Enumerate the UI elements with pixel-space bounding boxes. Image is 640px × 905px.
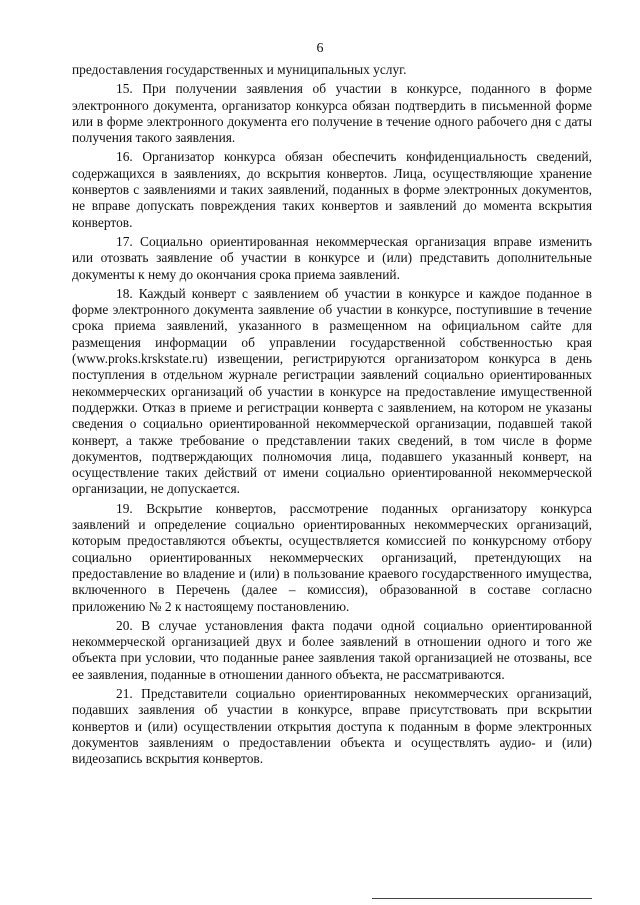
paragraph-15: 15. При получении заявления об участии в конкурсе, поданного в форме электронного документа, организатор конкурса обязан подтвердить в письменной форме или в форме электронного документа его получение в течение одного рабочего дня с даты получения такого заявления. <box>72 81 592 146</box>
paragraph-17: 17. Социально ориентированная некоммерческая организация вправе изменить или отозвать заявление об участии в конкурсе и (или) представить дополнительные документы к нему до окончания срока приема заявлений. <box>72 233 592 282</box>
page-number: 6 <box>316 41 324 56</box>
paragraph-19: 19. Вскрытие конвертов, рассмотрение поданных организатору конкурса заявлений и определение социально ориентированных некоммерческих организаций, которым предоставляются объекты, осуществляется комиссией по конкурсному отбору социально ориентированных некоммерческих организаций, претендующих на предоставление во владение и (или) в пользование краевого государственного имущества, включенного в Перечень (далее – комиссия), образованной в составе согласно приложению № 2 к настоящему постановлению. <box>72 500 592 614</box>
paragraph-21: 21. Представители социально ориентированных некоммерческих организаций, подавших заявления об участии в конкурсе, вправе присутствовать при вскрытии конвертов и (или) осуществлении открытия доступа к поданным в форме электронных документов заявлениям о предоставлении объекта и осуществлять аудио- и (или) видеозапись вскрытия конвертов. <box>72 685 592 767</box>
paragraph-20: 20. В случае установления факта подачи одной социально ориентированной некоммерческой организацией двух и более заявлений в отношении одного и того же объекта при условии, что поданные ранее заявления такой организацией не отозваны, все ее заявления, поданные в отношении данного объекта, не рассматриваются. <box>72 617 592 682</box>
document-body <box>72 62 592 770</box>
paragraph-continuation: предоставления государственных и муниципальных услуг. <box>72 62 407 77</box>
paragraph-16: 16. Организатор конкурса обязан обеспечить конфиденциальность сведений, содержащихся в заявлениях, до вскрытия конвертов. Лица, осуществляющие хранение конвертов с заявлениями и таких заявлений, поданных в форме электронных документов, не вправе допускать повреждения таких конвертов и заявлений до момента вскрытия конвертов. <box>72 149 592 230</box>
bottom-divider <box>372 898 592 899</box>
paragraph-18: 18. Каждый конверт с заявлением об участии в конкурсе и каждое поданное в форме электронного документа заявление об участии в конкурсе, поступившие в течение срока приема заявлений, указанного в размещенном на официальном сайте для размещения информации об управлении государственной собственностью края (www.proks.krskstate.ru) извещении, регистрируются организатором конкурса в день поступления в отдельном журнале регистрации заявлений социально ориентированных некоммерческих организаций об участии в конкурсе на предоставление имущественной поддержки. Отказ в приеме и регистрации конверта с заявлением, на котором не указаны сведения о социально ориентированной некоммерческой организации, подавшей такой конверт, а также требование о представлении таких сведений, в том числе в форме документов, подтверждающих полномочия лица, подавшего указанный конверт, на осуществление таких действий от имени социально ориентированной некоммерческой организации, не допускается. <box>72 285 592 497</box>
